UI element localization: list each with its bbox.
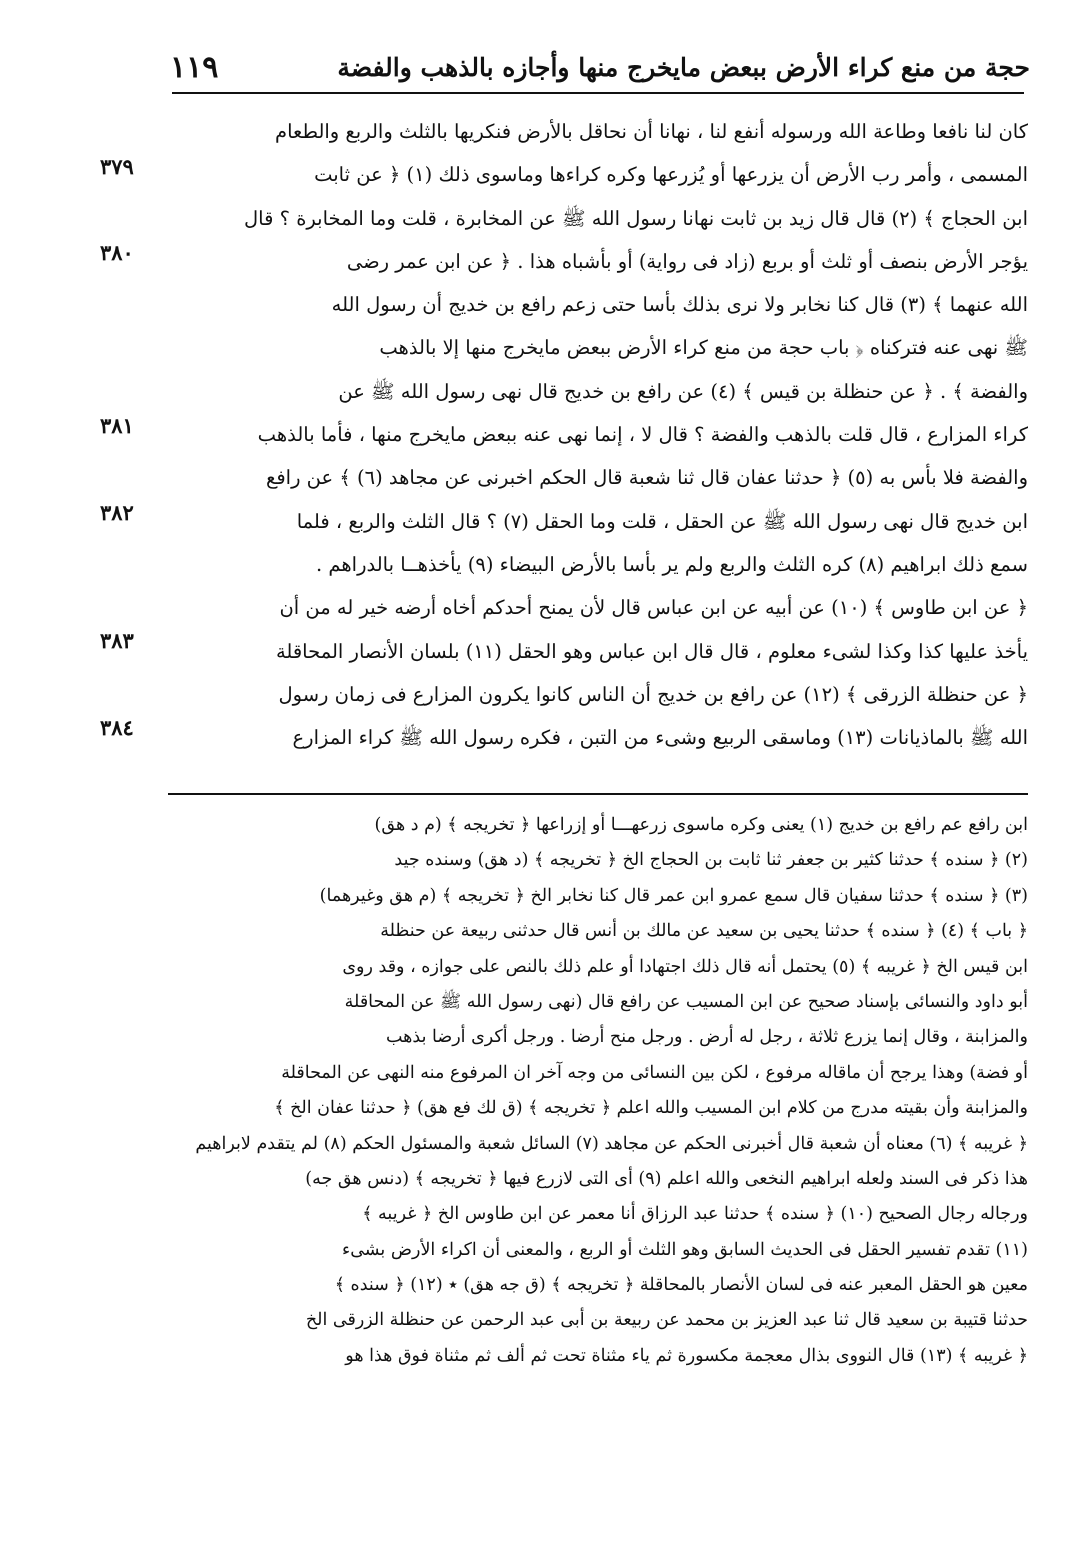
hadith-number: ٣٨٣: [100, 628, 134, 653]
text-line: ﷺ نهى عنه فتركناه ﴿ باب حجة من منع كراء الأرض ببعض مايخرج منها إلا بالذهب: [379, 336, 1028, 360]
footnote-line: والمزابنة وأن بقيته مدرج من كلام ابن المسيب والله اعلم ﴿ تخريجه ﴾ (ق لك فع هق) ﴿ حدثنا عفان الخ ﴾: [274, 1098, 1028, 1119]
hadith-number: ٣٨١: [100, 413, 134, 438]
text-line: الله ﷺ بالماذيانات (١٣) وماسقى الربيع وشىء من التبن ، فكره رسول الله ﷺ كراء المزارع: [292, 726, 1028, 750]
footnote-line: أو فضة) وهذا يرجح أن ماقاله مرفوع ، لكن بين النسائى من وجه آخر ان المرفوع منه النهى عن المحاقلة: [281, 1062, 1028, 1083]
text-line: يؤجر الأرض بنصف أو ثلث أو بربع (زاد فى رواية) أو بأشباه هذا . ﴿ عن ابن عمر رضى: [346, 249, 1028, 273]
footnote-line: حدثنا قتيبة بن سعيد قال ثنا عبد العزيز بن محمد عن ربيعة بن أبى عبد الرحمن عن حنظلة الزرقى الخ: [305, 1310, 1028, 1331]
chapter-title: حجة من منع كراء الأرض ببعض مايخرج منها وأجازه بالذهب والفضة: [337, 52, 1030, 82]
text-line: كراء المزارع ، قال قلت بالذهب والفضة ؟ قال لا ، إنما نهى عنه ببعض مايخرج منها ، فأما بالذهب: [257, 423, 1028, 447]
footnote-line: هذا ذكر فى السند ولعله ابراهيم النخعى والله اعلم (٩) أى التى لازرع فيها ﴿ تخريجه ﴾ (دنس هق جه): [305, 1168, 1028, 1189]
text-line: يأخذ عليها كذا وكذا لشىء معلوم ، قال قال ابن عباس وهو الحقل (١١) بلسان الأنصار المحاقلة: [275, 639, 1028, 663]
hadith-number: ٣٨٢: [100, 500, 134, 525]
footnote-line: والمزابنة ، وقال إنما يزرع ثلاثة ، رجل له أرض . ورجل منح أرضا . ورجل أكرى أرضا بذهب: [385, 1027, 1028, 1048]
hadith-number: ٣٨٤: [100, 715, 134, 740]
footnote-line: ﴿ غريبه ﴾ (١٣) قال النووى بذال معجمة مكسورة ثم ياء مثناة تحت ثم ألف ثم مثناة فوق هذا هو: [345, 1345, 1028, 1366]
running-header: [170, 44, 1030, 90]
footnote-line: (٢) ﴿ سنده ﴾ حدثنا كثير بن جعفر ثنا ثابت بن الحجاج الخ ﴿ تخريجه ﴾ (د هق) وسنده جيد: [394, 850, 1028, 871]
text-line: ﴿ عن حنظلة الزرقى ﴾ (١٢) عن رافع بن خديج أن الناس كانوا يكرون المزارع فى زمان رسول: [278, 682, 1028, 706]
text-line: والفضة فلا بأس به (٥) ﴿ حدثنا عفان قال ثنا شعبة قال الحكم اخبرنى عن مجاهد (٦) ﴾ عن رافع: [265, 466, 1028, 490]
footnote-line: ابن رافع عم رافع بن خديج (١) يعنى وكره ماسوى زرعهـــا أو إزراعها ﴿ تخريجه ﴾ (م د هق): [374, 815, 1028, 835]
footnote-separator: [168, 793, 1028, 795]
text-line: ابن الحجاج ﴾ (٢) قال قال زيد بن ثابت نهانا رسول الله ﷺ عن المخابرة ، قلت وما المخابرة ؟ قال: [244, 206, 1028, 230]
header-rule: [172, 92, 1024, 94]
footnote-line: ﴿ غريبه ﴾ (٦) معناه أن شعبة قال أخبرنى الحكم عن مجاهد (٧) السائل شعبة والمسئول الحكم (٨) لم يتقدم لابراهيم: [195, 1133, 1028, 1154]
footnote-line: معين هو الحقل المعبر عنه فى لسان الأنصار بالمحاقلة ﴿ تخريجه ﴾ (ق جه هق) ٭ (١٢) ﴿ سنده ﴾: [334, 1275, 1028, 1296]
footnotes: [172, 808, 1028, 1374]
footnote-line: ابن قيس الخ ﴿ غريبه ﴾ (٥) يحتمل أنه قال ذلك اجتهادا أو علم ذلك بالنص على جوازه ، وقد روى: [342, 956, 1028, 977]
footnote-line: أبو داود والنسائى بإسناد صحيح عن ابن المسيب عن رافع قال (نهى رسول الله ﷺ عن المحاقلة: [344, 991, 1028, 1012]
text-line: والفضة ﴾ . ﴿ عن حنظلة بن قيس ﴾ (٤) عن رافع بن خديج قال نهى رسول الله ﷺ عن: [338, 379, 1028, 403]
main-text: [178, 110, 1028, 759]
text-line: ابن خديج قال نهى رسول الله ﷺ عن الحقل ، قلت وما الحقل (٧) ؟ قال الثلث والربع ، فلما: [296, 509, 1028, 533]
footnote-line: ﴿ باب ﴾ (٤) ﴿ سنده ﴾ حدثنا يحيى بن سعيد عن مالك بن أنس قال حدثنى ربيعة عن حنظلة: [380, 921, 1028, 942]
footnote-line: (١١) تقدم تفسير الحقل فى الحديث السابق وهو الثلث أو الربع ، والمعنى أن اكراء الأرض بشىء: [341, 1239, 1028, 1260]
text-line: ﴿ عن ابن طاوس ﴾ (١٠) عن أبيه عن ابن عباس قال لأن يمنح أحدكم أخاه أرضه خير له من أن: [279, 596, 1028, 620]
text-line: الله عنهما ﴾ (٣) قال كنا نخابر ولا نرى بذلك بأسا حتى زعم رافع بن خديج أن رسول الله: [331, 293, 1028, 317]
text-line: كان لنا نافعا وطاعة الله ورسوله أنفع لنا ، نهانا أن نحاقل بالأرض فنكريها بالثلث والربع والطعام: [275, 120, 1028, 143]
footnote-line: ورجاله رجال الصحيح (١٠) ﴿ سنده ﴾ حدثنا عبد الرزاق أنا معمر عن ابن طاوس الخ ﴿ غريبه ﴾: [362, 1204, 1028, 1225]
footnote-line: (٣) ﴿ سنده ﴾ حدثنا سفيان قال سمع عمرو ابن عمر قال كنا نخابر الخ ﴿ تخريجه ﴾ (م هق وغيرهما): [319, 885, 1028, 906]
page-number: ١١٩: [170, 49, 219, 85]
hadith-number: ٣٧٩: [100, 154, 134, 179]
text-line: المسمى ، وأمر رب الأرض أن يزرعها أو يُزرعها وكره كراءها وماسوى ذلك (١) ﴿ عن ثابت: [314, 163, 1028, 187]
hadith-number: ٣٨٠: [100, 240, 134, 265]
text-line: سمع ذلك ابراهيم (٨) كره الثلث والربع ولم ير بأسا بالأرض البيضاء (٩) يأخذهــا بالدراهم .: [316, 552, 1028, 576]
